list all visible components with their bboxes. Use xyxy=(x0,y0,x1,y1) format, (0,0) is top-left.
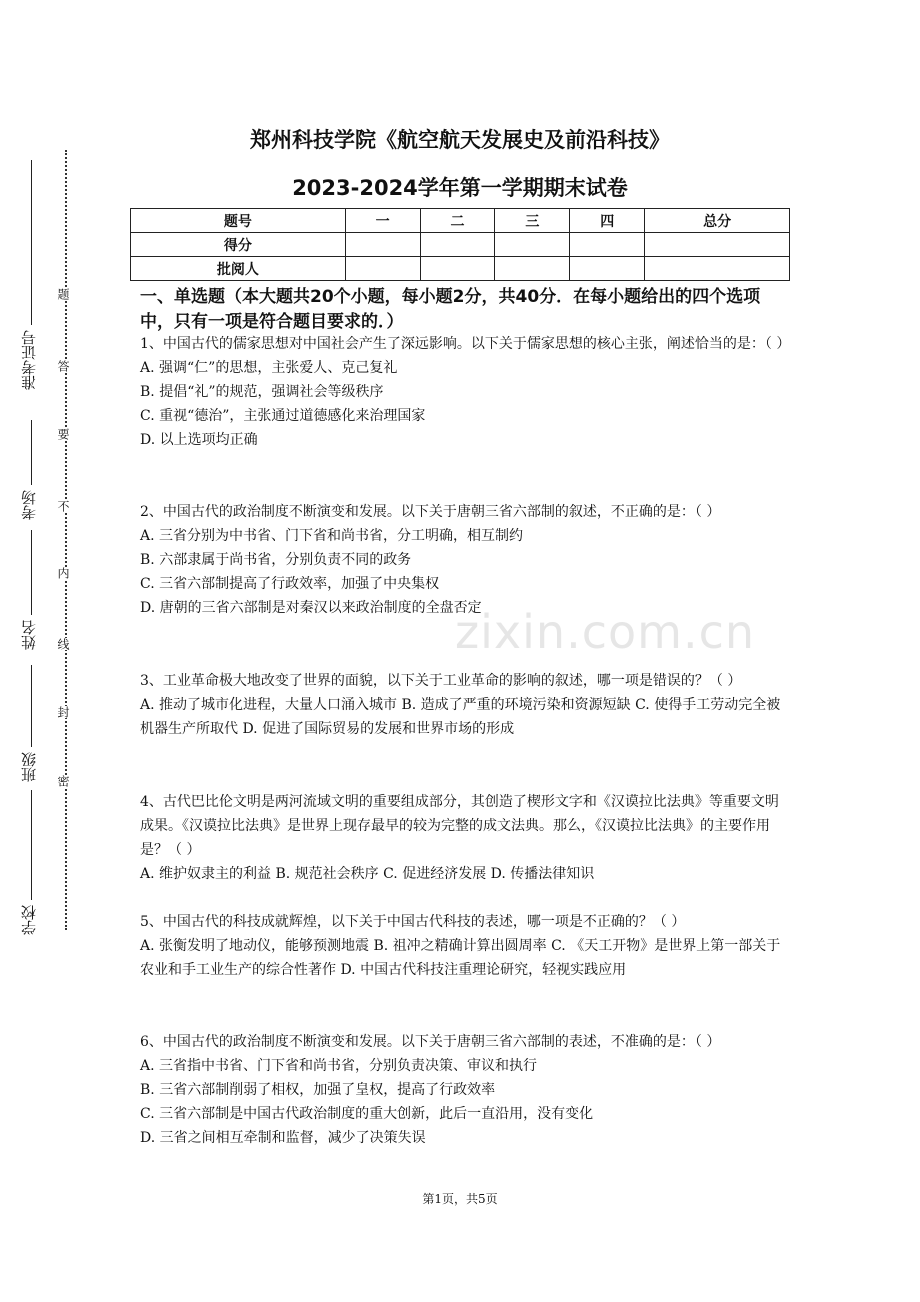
room-blank[interactable] xyxy=(31,420,32,485)
score-header-cell: 题号 xyxy=(131,209,346,233)
score-cell[interactable] xyxy=(420,233,495,257)
seal-word: 密 xyxy=(56,775,70,787)
question-1 xyxy=(140,332,790,452)
question-stem: 5、中国古代的科技成就辉煌，以下关于中国古代科技的表述，哪一项是不正确的？（ ） xyxy=(140,914,686,930)
score-header-cell: 一 xyxy=(345,209,420,233)
score-row xyxy=(131,233,790,257)
question-option[interactable]: B. 提倡“礼”的规范，强调社会等级秩序 xyxy=(140,384,384,400)
question-option[interactable]: D. 以上选项均正确 xyxy=(140,432,258,448)
seal-word: 线 xyxy=(56,638,70,650)
question-3 xyxy=(140,669,790,741)
question-option[interactable]: B. 六部隶属于尚书省，分别负责不同的政务 xyxy=(140,552,412,568)
question-option[interactable]: A. 强调“仁”的思想，主张爱人、克己复礼 xyxy=(140,360,398,376)
seal-word: 要 xyxy=(56,428,70,440)
question-4 xyxy=(140,790,790,886)
name-label: 姓名 xyxy=(20,620,38,650)
reviewer-row-label: 批阅人 xyxy=(131,257,346,281)
question-option[interactable]: A. 维护奴隶主的利益 B. 规范社会秩序 C. 促进经济发展 D. 传播法律知识 xyxy=(140,866,595,882)
class-label: 班级 xyxy=(20,752,38,782)
seal-word: 答 xyxy=(56,360,70,372)
question-option[interactable]: A. 推动了城市化进程，大量人口涌入城市 B. 造成了严重的环境污染和资源短缺 C. 使得手工劳动完全被机器生产所取代 D. 促进了国际贸易的发展和世界市场的形成 xyxy=(140,697,781,737)
score-header-cell: 四 xyxy=(570,209,645,233)
reviewer-cell[interactable] xyxy=(420,257,495,281)
question-option[interactable]: D. 唐朝的三省六部制是对秦汉以来政治制度的全盘否定 xyxy=(140,600,482,616)
question-5 xyxy=(140,910,790,982)
seal-line xyxy=(65,150,67,930)
score-header-cell: 二 xyxy=(420,209,495,233)
question-stem: 4、古代巴比伦文明是两河流域文明的重要组成部分，其创造了楔形文字和《汉谟拉比法典》等重要文明成果。《汉谟拉比法典》是世界上现存最早的较为完整的成文法典。那么，《汉谟拉比法典》的主要作用是？（ ） xyxy=(140,794,779,858)
page-footer: 第1页，共5页 xyxy=(422,1192,498,1206)
watermark: zixin.com.cn xyxy=(455,605,756,659)
score-cell[interactable] xyxy=(345,233,420,257)
section-heading: 一、单选题（本大题共20个小题，每小题2分，共40分．在每小题给出的四个选项中，只有一项是符合题目要求的．） xyxy=(140,287,761,332)
score-row-label: 得分 xyxy=(131,233,346,257)
reviewer-cell[interactable] xyxy=(570,257,645,281)
question-option[interactable]: A. 三省指中书省、门下省和尚书省，分别负责决策、审议和执行 xyxy=(140,1058,538,1074)
reviewer-cell[interactable] xyxy=(645,257,790,281)
exam-id-label: 准考证号 xyxy=(20,330,38,390)
score-table-header-row xyxy=(131,209,790,233)
seal-word: 内 xyxy=(56,567,70,579)
question-option[interactable]: A. 三省分别为中书省、门下省和尚书省，分工明确，相互制约 xyxy=(140,528,524,544)
room-label: 考场 xyxy=(20,490,38,520)
class-blank[interactable] xyxy=(31,665,32,747)
seal-word: 不 xyxy=(56,500,70,512)
question-stem: 2、中国古代的政治制度不断演变和发展。以下关于唐朝三省六部制的叙述，不正确的是：（ ） xyxy=(140,504,721,520)
exam-title: 郑州科技学院《航空航天发展史及前沿科技》 xyxy=(250,128,670,152)
reviewer-row xyxy=(131,257,790,281)
score-cell[interactable] xyxy=(495,233,570,257)
school-blank[interactable] xyxy=(31,790,32,900)
exam-subtitle: 2023-2024学年第一学期期末试卷 xyxy=(292,176,628,200)
name-blank[interactable] xyxy=(31,530,32,615)
school-label: 学校 xyxy=(20,905,38,935)
question-option[interactable]: A. 张衡发明了地动仪，能够预测地震 B. 祖冲之精确计算出圆周率 C. 《天工开物》是世界上第一部关于农业和手工业生产的综合性著作 D. 中国古代科技注重理论研究，轻视实践应用 xyxy=(140,938,781,978)
question-6 xyxy=(140,1030,790,1150)
question-option[interactable]: C. 重视“德治”，主张通过道德感化来治理国家 xyxy=(140,408,426,424)
question-2 xyxy=(140,500,790,620)
question-stem: 6、中国古代的政治制度不断演变和发展。以下关于唐朝三省六部制的表述，不准确的是：（ ） xyxy=(140,1034,721,1050)
question-option[interactable]: C. 三省六部制提高了行政效率，加强了中央集权 xyxy=(140,576,440,592)
reviewer-cell[interactable] xyxy=(345,257,420,281)
question-option[interactable]: B. 三省六部制削弱了相权，加强了皇权，提高了行政效率 xyxy=(140,1082,496,1098)
question-option[interactable]: C. 三省六部制是中国古代政治制度的重大创新，此后一直沿用，没有变化 xyxy=(140,1106,594,1122)
reviewer-cell[interactable] xyxy=(495,257,570,281)
seal-word: 封 xyxy=(56,706,70,718)
score-cell[interactable] xyxy=(645,233,790,257)
question-stem: 3、工业革命极大地改变了世界的面貌，以下关于工业革命的影响的叙述，哪一项是错误的？（ ） xyxy=(140,673,742,689)
score-header-cell: 三 xyxy=(495,209,570,233)
seal-word: 题 xyxy=(56,288,70,300)
question-stem: 1、中国古代的儒家思想对中国社会产生了深远影响。以下关于儒家思想的核心主张，阐述恰当的是：（ ） xyxy=(140,336,791,352)
score-header-cell: 总分 xyxy=(645,209,790,233)
score-table xyxy=(130,208,790,281)
question-option[interactable]: D. 三省之间相互牵制和监督，减少了决策失误 xyxy=(140,1130,426,1146)
score-cell[interactable] xyxy=(570,233,645,257)
